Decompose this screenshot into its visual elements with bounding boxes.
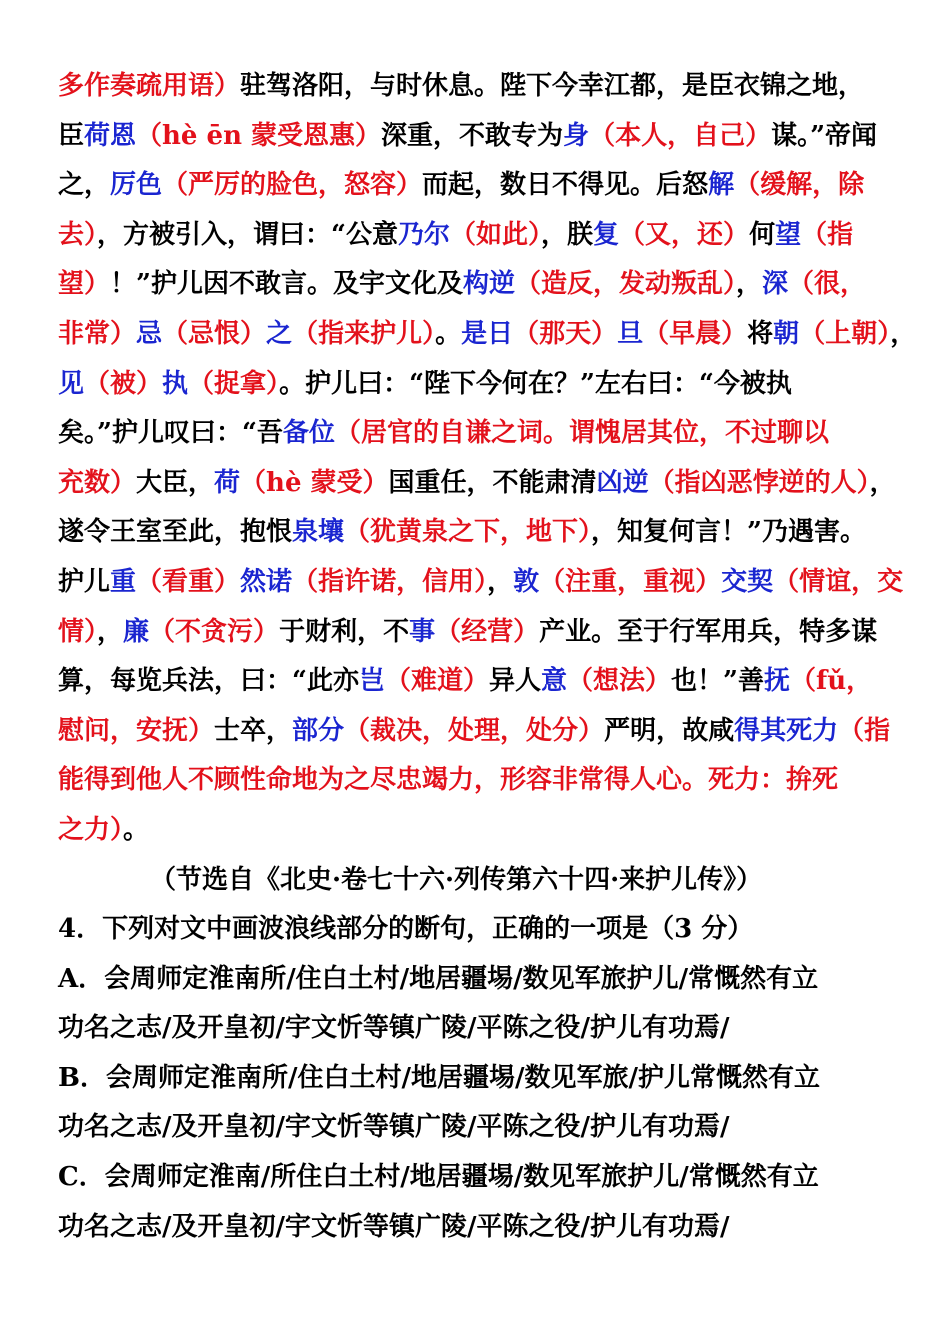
text-segment: ， [890,318,917,349]
option-c-line-1 [58,1153,902,1203]
passage-line [58,608,902,658]
option-a-line-1 [58,955,902,1005]
keyword-segment: 见 [58,368,85,399]
gloss-segment: （情谊，交 [773,566,904,597]
keyword-segment: 重 [110,566,137,597]
source-text: （节选自《北史·卷七十六·列传第六十四·来护儿传》） [150,864,763,895]
passage-line [58,558,902,608]
keyword-segment: 廉 [123,616,150,647]
keyword-segment: 得其死力 [734,715,839,746]
gloss-segment: 情） [58,616,98,647]
option-c-text-2: 功名之志/及开皇初/宇文忻等镇广陵/平陈之役/护儿有功焉/ [58,1211,730,1242]
text-segment: 何 [749,219,776,250]
text-segment: 。护儿曰：“陛下今何在？”左右曰：“今被执 [279,368,792,399]
passage-line [58,260,902,310]
text-segment: 产业。至于行军用兵，特多谋 [539,616,878,647]
text-segment: 士卒， [214,715,293,746]
gloss-segment: 多作奏疏用语） [58,71,241,101]
gloss-segment: （难道） [384,666,489,697]
keyword-segment: 备位 [282,418,335,449]
gloss-segment: （指来护儿） [292,318,436,349]
text-segment: ！”护儿因不敢言。及宇文化及 [110,269,463,300]
gloss-segment: 去） [58,219,98,250]
gloss-segment: （上朝） [799,318,891,349]
text-segment: 谋。”帝闻 [771,120,878,151]
keyword-segment: 抚 [764,666,791,697]
option-a-line-2 [58,1004,902,1054]
text-segment: ，知复何言！”乃遇害。 [591,517,867,548]
keyword-segment: 是日 [461,318,514,349]
gloss-segment: （注重，重视） [539,566,722,597]
question-prompt: 下列对文中画波浪线部分的断句，正确的一项是（3 分） [102,914,754,945]
keyword-segment: 构逆 [462,269,515,300]
text-segment: 深重，不敢专为 [381,120,564,151]
gloss-segment: 充数） [58,467,137,498]
option-b-label: B． [58,1062,106,1093]
gloss-segment: 非常） [58,318,137,349]
option-c-line-2 [58,1203,902,1253]
passage-line [58,112,902,162]
text-segment: 之， [58,170,111,201]
keyword-segment: 事 [409,616,436,647]
text-segment: 国重任，不能肃清 [388,467,597,498]
passage-line [58,409,902,459]
option-b-text-2: 功名之志/及开皇初/宇文忻等镇广陵/平陈之役/护儿有功焉/ [58,1112,730,1143]
text-segment: 矣。”护儿叹曰：“吾 [58,418,283,449]
keyword-segment: 旦 [617,318,644,349]
keyword-segment: 执 [162,368,189,399]
text-segment: 算，每览兵法，曰：“此亦 [58,666,359,697]
option-c-text-1: 会周师定淮南/所住白土村/地居疆埸/数见军旅护儿/常慨然有立 [104,1162,819,1193]
gloss-segment: （严厉的脸色，怒容） [162,170,423,201]
text-segment: 严明，故咸 [604,715,735,746]
gloss-segment: 能得到他人不顾性命地为之尽忠竭力，形容非常得人心。死力：拚死 [58,765,839,796]
annotated-passage [58,62,917,856]
gloss-segment: （看重） [136,566,241,597]
keyword-segment: 乃尔 [397,219,450,250]
keyword-segment: 荷恩 [84,120,137,151]
gloss-segment: （如此） [450,219,542,250]
text-segment: 大臣， [136,467,215,498]
gloss-segment: （造反，发动叛乱） [515,269,737,300]
gloss-segment: （指凶恶悖逆的人） [648,467,870,498]
passage-line [58,62,902,112]
gloss-segment: 之力） [58,814,124,845]
text-segment: ， [487,566,514,597]
option-b-line-2 [58,1103,902,1153]
keyword-segment: 解 [708,170,735,201]
keyword-segment: 然诺 [240,566,293,597]
gloss-segment: （hè ēn 蒙受恩惠） [136,120,382,151]
gloss-segment: （居官的自谦之词。谓愧居其位，不过聊以 [334,418,829,449]
gloss-segment: （忌恨） [162,318,267,349]
text-segment: 。 [123,814,150,845]
keyword-segment: 深 [762,269,789,300]
gloss-segment: （早晨） [643,318,748,349]
option-b-line-1 [58,1054,902,1104]
text-segment: 将 [747,318,774,349]
gloss-segment: （缓解，除 [734,170,865,201]
gloss-segment: 慰问，安抚） [58,715,215,746]
keyword-segment: 部分 [292,715,345,746]
gloss-segment: （很， [788,269,867,300]
gloss-segment: （经营） [435,616,540,647]
passage-line [58,657,902,707]
passage-line [58,161,902,211]
keyword-segment: 厉色 [110,170,163,201]
gloss-segment: （指 [801,219,854,250]
passage-line [58,756,902,806]
text-segment: 异人 [489,666,542,697]
gloss-segment: （hè 蒙受） [240,467,389,498]
text-segment: 驻驾洛阳，与时休息。陛下今幸江都，是臣衣锦之地， [240,71,865,101]
gloss-segment: （犹黄泉之下，地下） [344,517,592,548]
keyword-segment: 望 [775,219,802,250]
keyword-segment: 岂 [358,666,385,697]
keyword-segment: 复 [593,219,620,250]
gloss-segment: （指 [838,715,891,746]
passage-line [58,360,902,410]
keyword-segment: 交契 [721,566,774,597]
text-segment: 臣 [58,120,85,151]
gloss-segment: （想法） [567,666,672,697]
gloss-segment: （捉拿） [188,368,280,399]
text-segment: ，朕 [541,219,594,250]
option-c-label: C． [58,1162,105,1193]
text-segment: ， [869,467,896,498]
keyword-segment: 荷 [214,467,241,498]
gloss-segment: （指许诺，信用） [292,566,488,597]
option-a-text-2: 功名之志/及开皇初/宇文忻等镇广陵/平陈之役/护儿有功焉/ [58,1013,730,1044]
keyword-segment: 泉壤 [292,517,345,548]
option-a-text-1: 会周师定淮南所/住白土村/地居疆埸/数见军旅护儿/常慨然有立 [104,963,819,994]
text-segment: 护儿 [58,566,111,597]
keyword-segment: 意 [541,666,568,697]
gloss-segment: （fǔ， [790,666,873,697]
keyword-segment: 朝 [773,318,800,349]
text-segment: 遂令王室至此，抱恨 [58,517,293,548]
keyword-segment: 之 [266,318,293,349]
keyword-segment: 忌 [136,318,163,349]
text-segment: ， [736,269,763,300]
text-segment: 。 [435,318,462,349]
question-4 [58,905,902,955]
keyword-segment: 身 [563,120,590,151]
passage-line [58,310,917,360]
gloss-segment: 望） [58,269,111,300]
option-a-label: A． [58,963,105,994]
keyword-segment: 敦 [513,566,540,597]
passage-line [58,211,902,261]
passage-line [58,508,902,558]
gloss-segment: （被） [84,368,163,399]
text-segment: 也！”善 [671,666,765,697]
keyword-segment: 凶逆 [596,467,649,498]
text-segment: 于财利，不 [279,616,410,647]
text-segment: ，方被引入，谓曰：“公意 [97,219,398,250]
gloss-segment: （又，还） [619,219,750,250]
gloss-segment: （那天） [513,318,618,349]
option-b-text-1: 会周师定淮南所/住白土村/地居疆埸/数见军旅/护儿常慨然有立 [105,1062,820,1093]
source-citation [58,856,902,906]
passage-line [58,707,902,757]
gloss-segment: （本人，自己） [589,120,772,151]
question-number: 4． [58,914,103,945]
passage-line [58,806,902,856]
text-segment: 而起，数日不得见。后怒 [422,170,709,201]
text-segment: ， [97,616,124,647]
gloss-segment: （不贪污） [149,616,280,647]
gloss-segment: （裁决，处理，处分） [344,715,605,746]
passage-line [58,459,902,509]
